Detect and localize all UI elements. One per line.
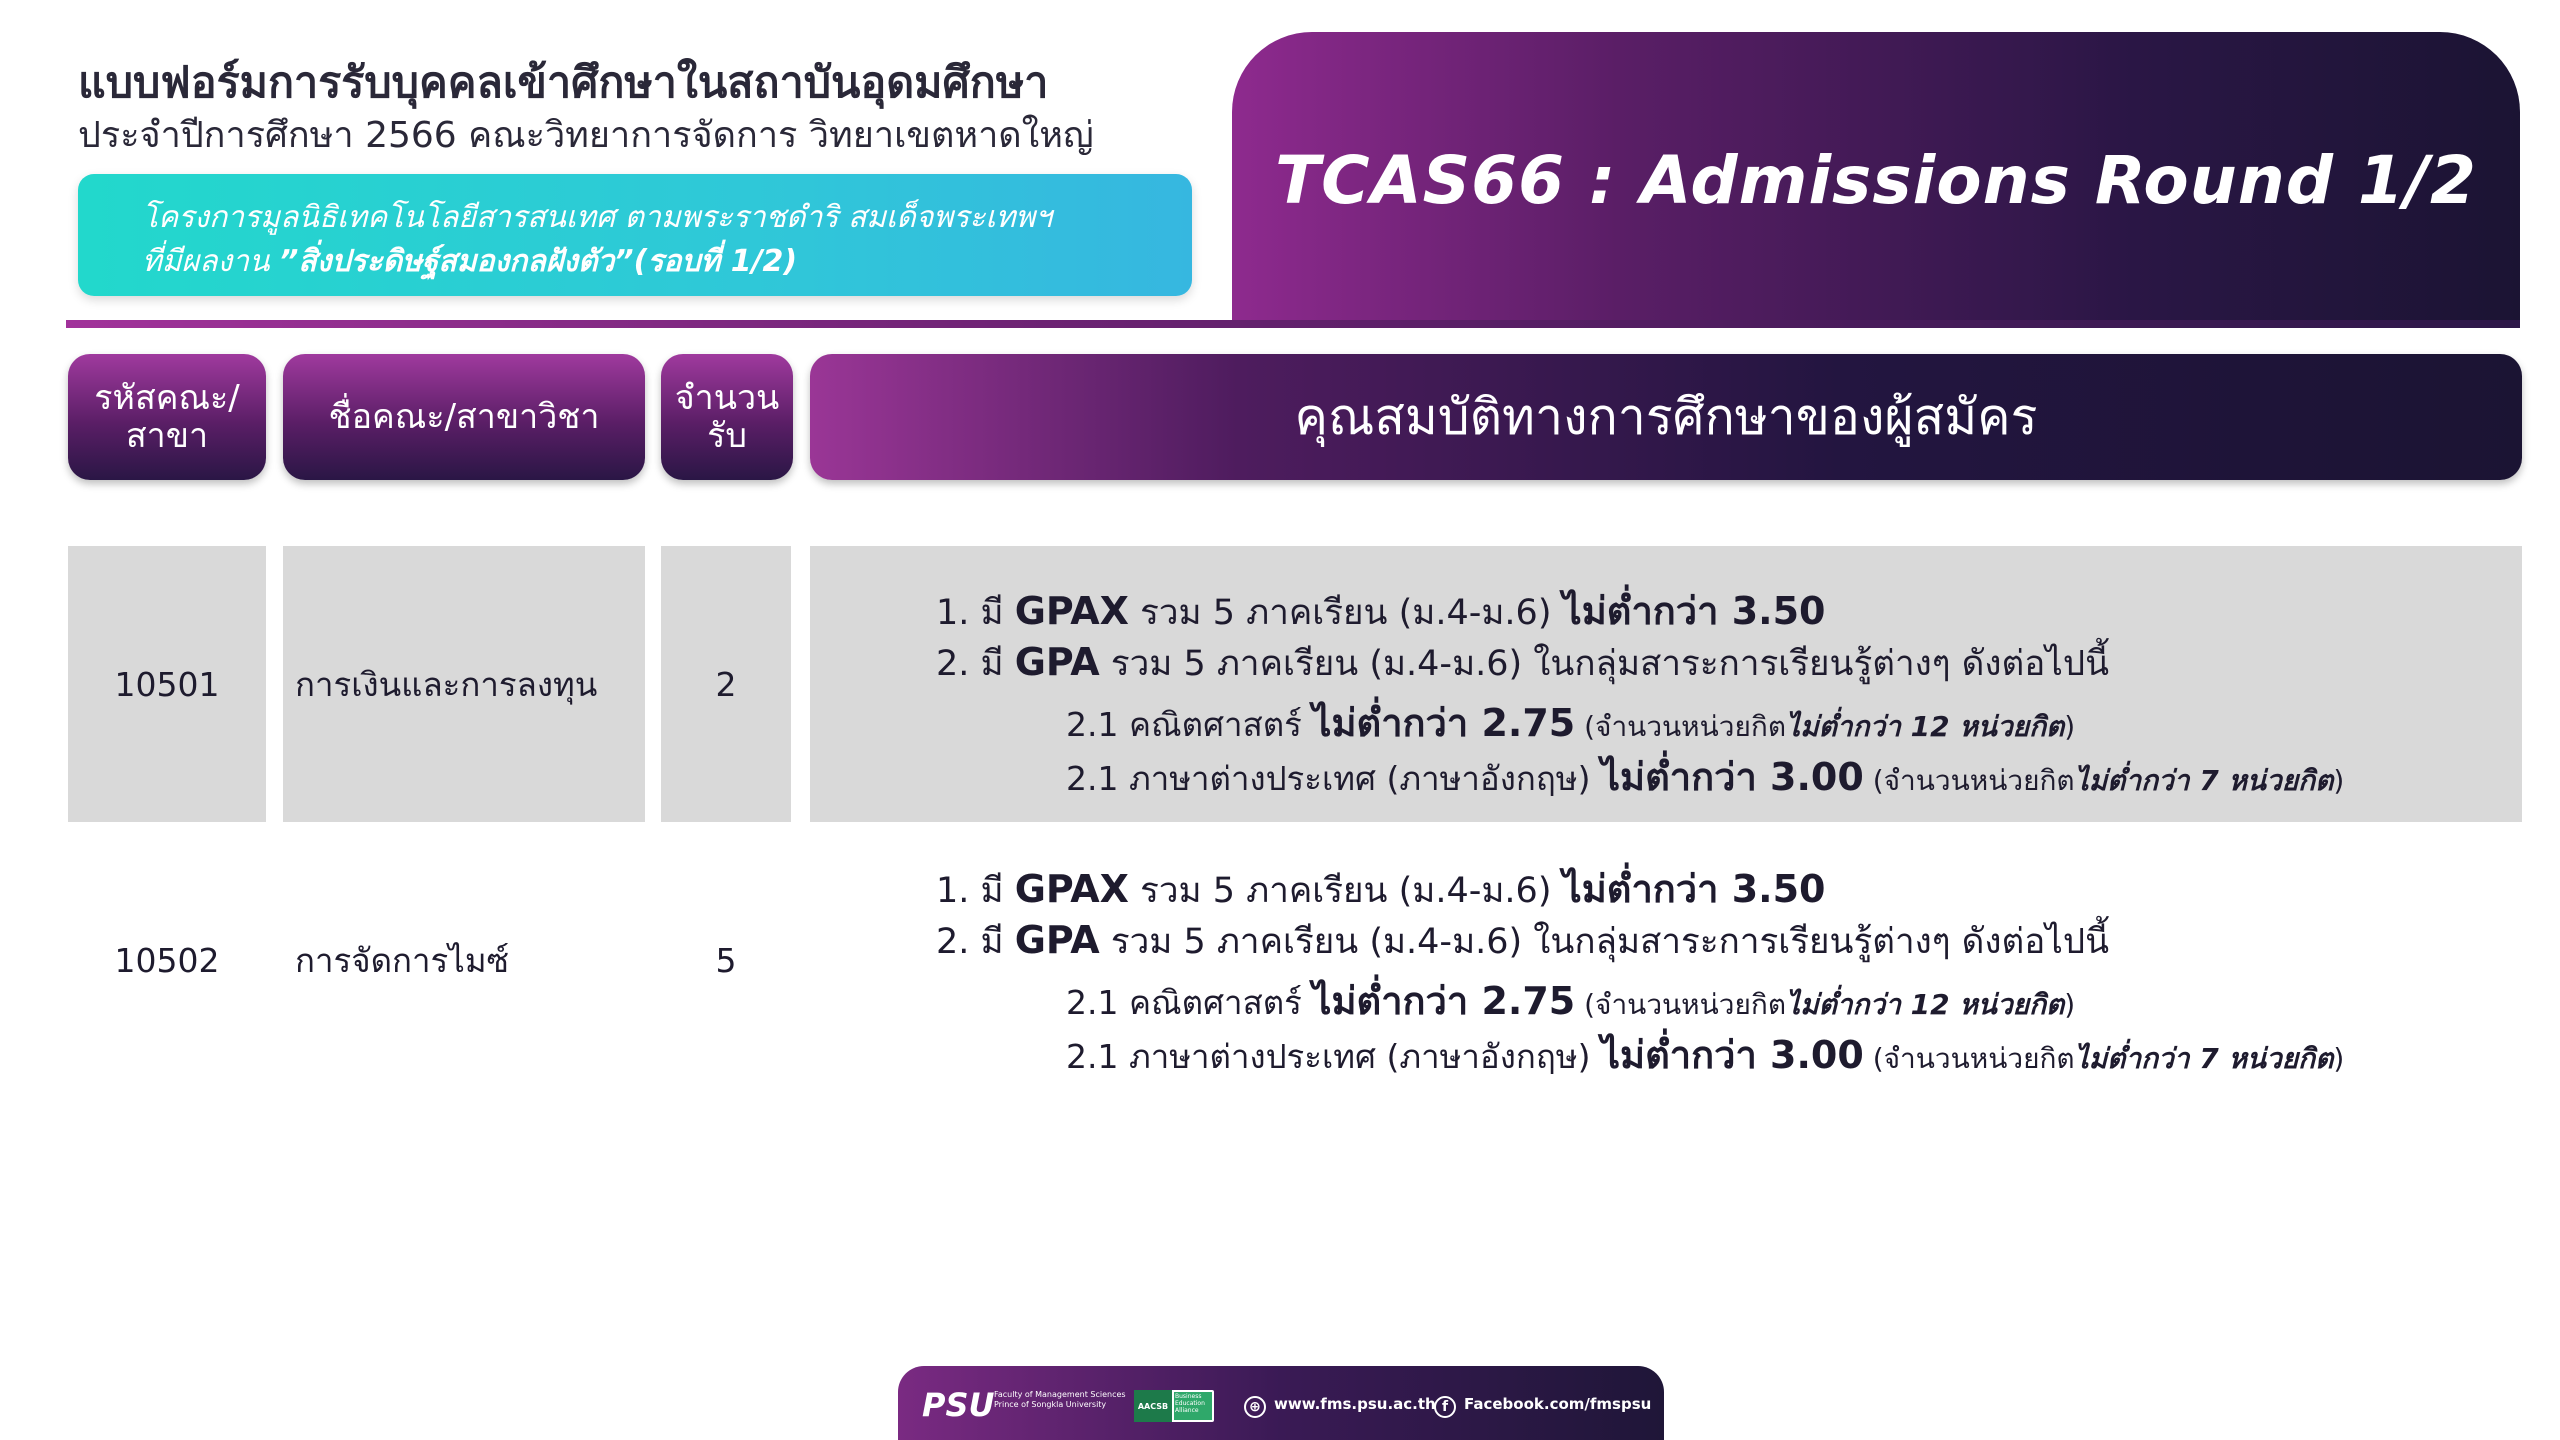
row-2-name: การจัดการไมซ์: [295, 940, 509, 980]
row-1-code: 10501: [114, 664, 220, 704]
header-divider: [66, 320, 2520, 328]
row-2-seats: 5: [715, 940, 737, 980]
form-subtitle: ประจำปีการศึกษา 2566 คณะวิทยาการจัดการ วิทยาเขตหาดใหญ่: [78, 115, 1094, 156]
project-name: ”สิ่งประดิษฐ์สมองกลฝังตัว”: [279, 244, 634, 279]
website-link[interactable]: www.fms.psu.ac.th: [1274, 1395, 1436, 1413]
globe-icon: ⊕: [1244, 1396, 1266, 1418]
row-2-name-cell: [283, 822, 645, 1098]
aacsb-badge: AACSB Business Education Alliance: [1134, 1390, 1214, 1422]
row-1-qual-2-2: 2.1 ภาษาต่างประเทศ (ภาษาอังกฤษ) ไม่ต่ำกว่า 3.00 (จำนวนหน่วยกิตไม่ต่ำกว่า 7 หน่วยกิต): [1066, 755, 2345, 799]
project-badge: [78, 174, 1192, 296]
row-1-code-cell: [68, 546, 266, 822]
round-banner-title: TCAS66 : Admissions Round 1/2: [1275, 142, 2477, 219]
project-round: (รอบที่ 1/2): [633, 244, 798, 279]
row-2-qual-2: 2. มี GPA รวม 5 ภาคเรียน (ม.4-ม.6) ในกลุ่มสาระการเรียนรู้ต่างๆ ดังต่อไปนี้: [936, 918, 2109, 962]
row-1-name: การเงินและการลงทุน: [295, 664, 598, 704]
row-1-seats-cell: [661, 546, 791, 822]
column-header-qualifications: คุณสมบัติทางการศึกษาของผู้สมัคร: [810, 354, 2522, 480]
column-header-name: ชื่อคณะ/สาขาวิชา: [283, 354, 645, 480]
row-1-qual-2-1: 2.1 คณิตศาสตร์ ไม่ต่ำกว่า 2.75 (จำนวนหน่วยกิตไม่ต่ำกว่า 12 หน่วยกิต): [1066, 701, 2076, 745]
row-1-seats: 2: [715, 664, 737, 704]
column-header-code: รหัสคณะ/ สาขา: [68, 354, 266, 480]
project-line-2: ที่มีผลงาน ”สิ่งประดิษฐ์สมองกลฝังตัว”(รอบที่ 1/2): [142, 244, 798, 279]
row-2-seats-cell: [661, 822, 791, 1098]
psu-logo: PSU: [922, 1386, 995, 1424]
row-1-qual-1: 1. มี GPAX รวม 5 ภาคเรียน (ม.4-ม.6) ไม่ต่ำกว่า 3.50: [936, 589, 1826, 633]
column-header-seats: จำนวน รับ: [661, 354, 793, 480]
faculty-name: Faculty of Management Sciences Prince of Songkla University: [994, 1390, 1126, 1409]
footer-bar: [898, 1366, 1664, 1440]
row-2-qual-2-1: 2.1 คณิตศาสตร์ ไม่ต่ำกว่า 2.75 (จำนวนหน่วยกิตไม่ต่ำกว่า 12 หน่วยกิต): [1066, 979, 2076, 1023]
facebook-icon: f: [1434, 1396, 1456, 1418]
row-2-code: 10502: [114, 940, 220, 980]
form-title: แบบฟอร์มการรับบุคคลเข้าศึกษาในสถาบันอุดมศึกษา: [78, 58, 1049, 108]
facebook-link[interactable]: Facebook.com/fmspsu: [1464, 1395, 1652, 1413]
row-2-code-cell: [68, 822, 266, 1098]
round-banner: [1232, 32, 2520, 326]
row-2-qual-1: 1. มี GPAX รวม 5 ภาคเรียน (ม.4-ม.6) ไม่ต่ำกว่า 3.50: [936, 867, 1826, 911]
row-1-name-cell: [283, 546, 645, 822]
project-line-1: โครงการมูลนิธิเทคโนโลยีสารสนเทศ ตามพระราชดำริ สมเด็จพระเทพฯ: [142, 200, 1052, 235]
row-2-qual-2-2: 2.1 ภาษาต่างประเทศ (ภาษาอังกฤษ) ไม่ต่ำกว่า 3.00 (จำนวนหน่วยกิตไม่ต่ำกว่า 7 หน่วยกิต): [1066, 1033, 2345, 1077]
row-1-qual-2: 2. มี GPA รวม 5 ภาคเรียน (ม.4-ม.6) ในกลุ่มสาระการเรียนรู้ต่างๆ ดังต่อไปนี้: [936, 640, 2109, 684]
